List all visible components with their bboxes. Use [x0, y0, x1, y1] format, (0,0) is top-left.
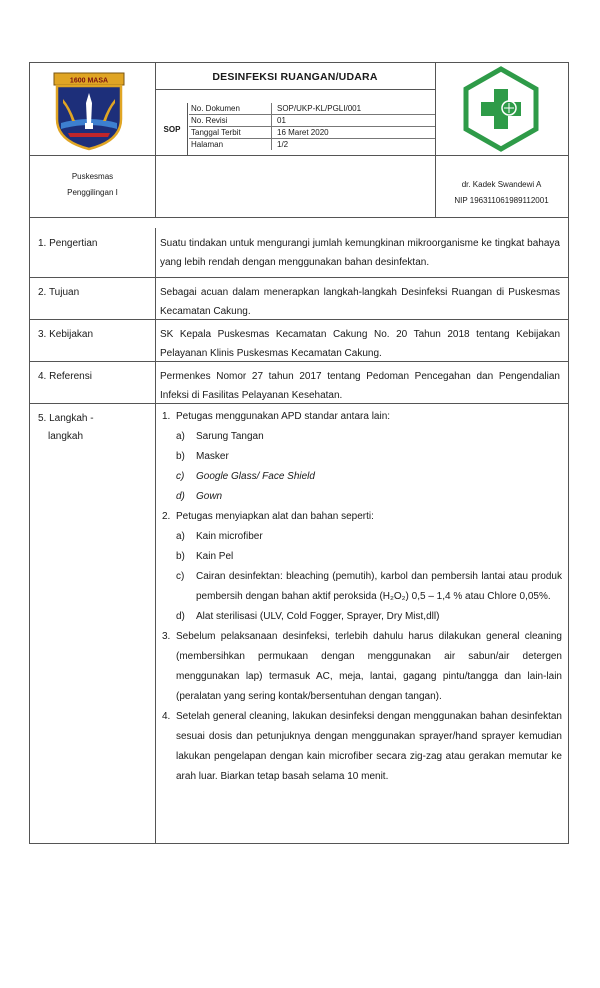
sub-item: a) Kain microfiber [176, 531, 263, 542]
header-footer-row [30, 155, 568, 218]
sub-item: b) Kain Pel [176, 551, 234, 562]
meta-row [189, 139, 435, 150]
meta-value: SOP/UKP-KL/PGLI/001 [277, 104, 362, 113]
section-row-kebijakan [30, 319, 568, 362]
section-label: 3. Kebijakan [38, 329, 94, 340]
title-cell [155, 63, 436, 155]
meta-value: 01 [277, 116, 286, 125]
meta-key: Tanggal Terbit [191, 128, 241, 137]
section-label: 5. Langkah - langkah [38, 413, 94, 442]
puskesmas-logo-cell [435, 63, 568, 155]
section-text: SK Kepala Puskesmas Kecamatan Cakung No. 20 Tahun 2018 tentang Kebijakan Pelayanan Klinis Puskesmas Kecamatan Cakung. [160, 329, 560, 359]
step-item: 3. Sebelum pelaksanaan desinfeksi, terlebih dahulu harus dilakukan general cleaning (membersihkan permukaan dengan menggunakan air sabun/air detergen menggunakan lap) termasuk AC, meja, lantai, gagang pintu/tangga dan lain-lain (peralatan yang sering kontak/bersentuhan dengan tangan). [162, 631, 562, 702]
section-text: Permenkes Nomor 27 tahun 2017 tentang Pedoman Pencegahan dan Pengendalian Infeksi di Fasilitas Pelayanan Kesehatan. [160, 371, 560, 401]
sub-item: d) Gown [176, 491, 223, 502]
meta-row [189, 127, 435, 139]
signer-nip: NIP 196311061989112001 [454, 196, 549, 205]
title-divider [155, 89, 435, 90]
sub-item: d) Alat sterilisasi (ULV, Cold Fogger, Sprayer, Dry Mist,dll) [176, 611, 440, 622]
signer-cell [435, 155, 568, 217]
step-item: 2. Petugas menyiapkan alat dan bahan seperti: [162, 511, 374, 522]
meta-value: 16 Maret 2020 [277, 128, 329, 137]
puskesmas-label: Puskesmas [71, 172, 114, 181]
sop-document [29, 62, 569, 844]
svg-text:1600 MASA: 1600 MASA [69, 77, 109, 85]
header-row [30, 63, 568, 156]
section-label: 2. Tujuan [38, 287, 80, 298]
section-text: Sebagai acuan dalam menerapkan langkah-langkah Desinfeksi Ruangan di Puskesmas Kecamatan Cakung. [160, 287, 560, 317]
meta-row [189, 115, 435, 127]
section-row-pengertian [30, 228, 568, 278]
sub-item: c) Cairan desinfektan: bleaching (pemutih), karbol dan pembersih lantai atau produk pembersih dengan bahan aktif peroksida (H₂O₂) 0,5 – 1,4 % atau Chlore 0,05%. [176, 571, 562, 602]
meta-key: No. Revisi [191, 116, 228, 125]
puskesmas-logo-icon [435, 63, 568, 155]
meta-key: No. Dokumen [191, 104, 240, 113]
empty-cell [155, 155, 436, 217]
section-text: Suatu tindakan untuk mengurangi jumlah kemungkinan mikroorganisme ke tingkat bahaya yang lebih rendah dengan menggunakan bahan desinfektan. [160, 238, 560, 268]
step-item: 4. Setelah general cleaning, lakukan desinfeksi dengan menggunakan bahan desinfektan sesuai dosis dan petunjuknya dengan menggunakan sprayer/hand sprayer kemudian lakukan pengelapan dengan kain microfiber secara zig-zag atau gerakan memutar ke arah luar. Biarkan tetap basah selama 10 menit. [162, 711, 562, 782]
sop-label: SOP [157, 103, 188, 155]
sub-item: b) Masker [176, 451, 229, 462]
section-row-referensi [30, 361, 568, 404]
dki-jakarta-emblem-cell [30, 63, 156, 155]
document-title: DESINFEKSI RUANGAN/UDARA [212, 71, 378, 83]
puskesmas-name: Penggilingan I [67, 188, 118, 197]
section-row-tujuan [30, 277, 568, 320]
section-label: 4. Referensi [38, 371, 92, 382]
document-meta-table [189, 103, 435, 150]
meta-key: Halaman [191, 140, 224, 149]
meta-value: 1/2 [277, 140, 289, 149]
dki-jakarta-emblem-icon [30, 63, 155, 155]
signer-name: dr. Kadek Swandewi A [461, 180, 542, 189]
meta-row [189, 103, 435, 115]
step-item: 1. Petugas menggunakan APD standar antara lain: [162, 411, 391, 422]
puskesmas-name-cell [30, 155, 156, 217]
section-label: 1. Pengertian [38, 238, 98, 249]
section-row-langkah [30, 403, 568, 843]
sub-item: c) Google Glass/ Face Shield [176, 471, 315, 482]
sub-item: a) Sarung Tangan [176, 431, 264, 442]
steps-list [160, 407, 562, 787]
